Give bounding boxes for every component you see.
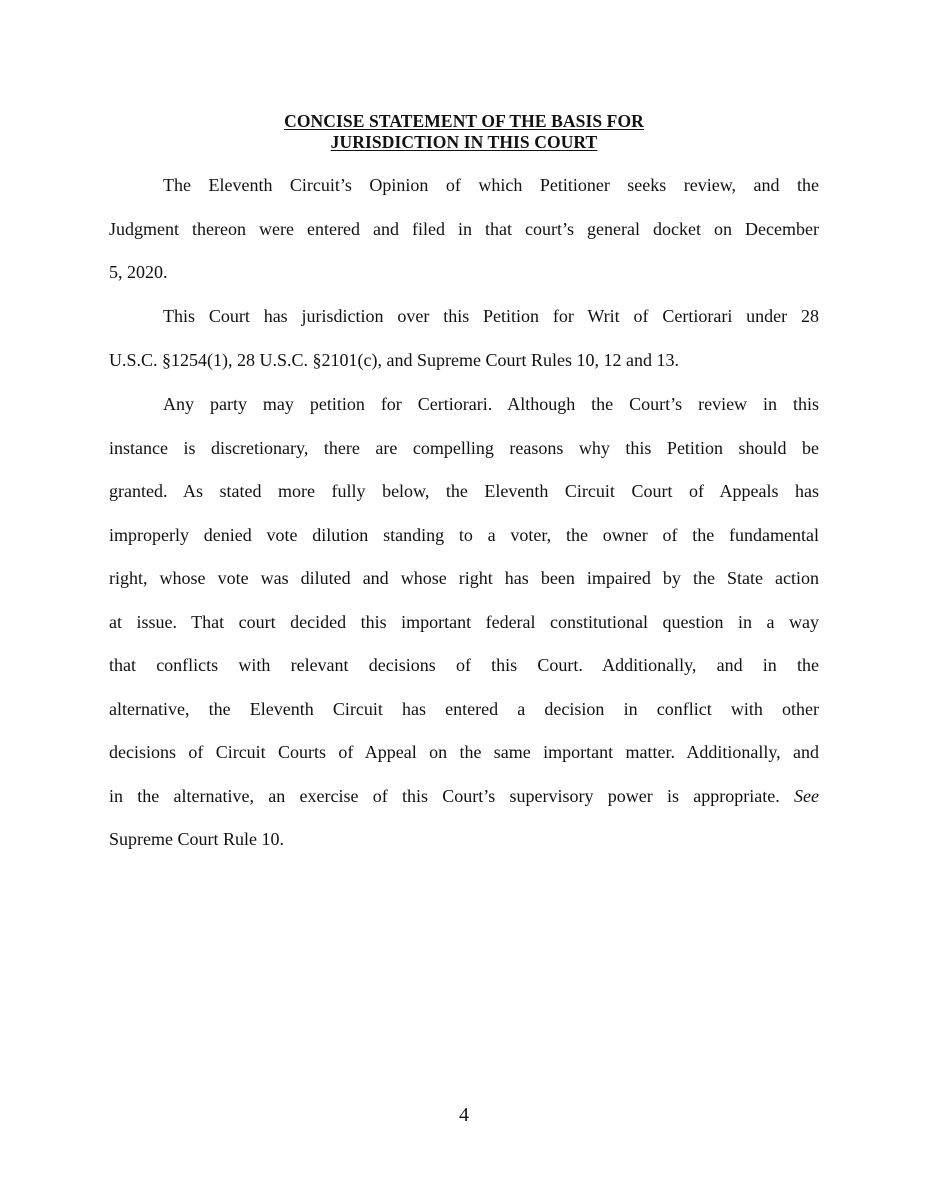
paragraph-line: The Eleventh Circuit’s Opinion of which Petitioner seeks review, and the [163, 175, 819, 195]
see-citation-signal: See [794, 785, 819, 806]
paragraph-line: alternative, the Eleventh Circuit has entered a decision in conflict with other [109, 698, 819, 719]
paragraph-line: U.S.C. §1254(1), 28 U.S.C. §2101(c), and Supreme Court Rules 10, 12 and 13. [109, 349, 679, 370]
paragraph-jurisdiction [109, 295, 819, 382]
paragraph-opinion-judgment [109, 164, 819, 295]
paragraph-compelling-reasons [109, 383, 819, 862]
paragraph-line: instance is discretionary, there are compelling reasons why this Petition should be [109, 437, 819, 458]
paragraph-line: 5, 2020. [109, 262, 168, 282]
paragraph-line: decisions of Circuit Courts of Appeal on the same important matter. Additionally, and [109, 742, 819, 762]
paragraph-line: improperly denied vote dilution standing to a voter, the owner of the fundamental [109, 524, 819, 545]
section-heading-line-2: JURISDICTION IN THIS COURT [330, 132, 598, 152]
paragraph-line: Supreme Court Rule 10. [109, 829, 284, 849]
paragraph-line: that conflicts with relevant decisions of this Court. Additionally, and in the [109, 655, 819, 675]
section-heading-line-1: CONCISE STATEMENT OF THE BASIS FOR [284, 111, 644, 131]
paragraph-line: in the alternative, an exercise of this Court’s supervisory power is appropriate. See [109, 785, 819, 806]
paragraph-line: at issue. That court decided this important federal constitutional question in a way [109, 611, 819, 632]
paragraph-line: granted. As stated more fully below, the Eleventh Circuit Court of Appeals has [109, 481, 819, 501]
paragraph-line: Any party may petition for Certiorari. Although the Court’s review in this [163, 394, 819, 414]
page-number: 4 [459, 1104, 469, 1126]
paragraph-line: Judgment thereon were entered and filed in that court’s general docket on December [109, 218, 819, 239]
paragraph-line: right, whose vote was diluted and whose right has been impaired by the State action [109, 568, 819, 588]
paragraph-line: This Court has jurisdiction over this Petition for Writ of Certiorari under 28 [163, 306, 819, 326]
